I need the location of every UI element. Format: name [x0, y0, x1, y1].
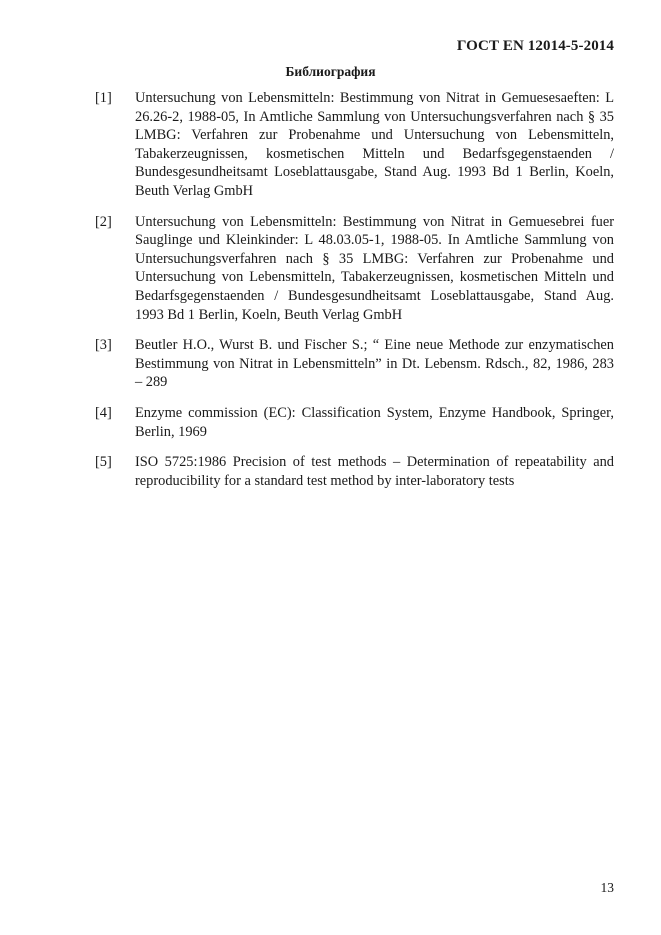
reference-list: [95, 89, 614, 502]
reference-text: Beutler H.O., Wurst B. und Fischer S.; “ Eine neue Methode zur enzymatischen Bestimmung von Nitrat in Lebensmitteln” in Dt. Lebensm. Rdsch., 82, 1986, 283 – 289: [135, 337, 614, 391]
section-title: Библиография: [285, 64, 376, 79]
reference-text: ISO 5725:1986 Precision of test methods – Determination of repeatability and reproducibility for a standard test method by inter-laboratory tests: [135, 454, 614, 489]
reference-text: Untersuchung von Lebensmitteln: Bestimmung von Nitrat in Gemuesebrei fuer Sauglinge und Kleinkinder: L 48.03.05-1, 1988-05. In Amtliche Sammlung von Untersuchungsverfahren nach § 35 LMBG: Verfahren zur Probenahme und Untersuchung von Lebensmitteln, Tabakerzeugnissen, kosmetischen Mitteln und Bedarfsgegenstaenden / Bundesgesundheitsamt Loseblattausgabe, Stand Aug. 1993 Bd 1 Berlin, Koeln, Beuth Verlag GmbH: [135, 213, 614, 323]
reference-number: [5]: [95, 454, 112, 471]
reference-number: [1]: [95, 90, 112, 106]
reference-item: [95, 89, 614, 201]
page-number: 13: [600, 880, 614, 895]
document-code: ГОСТ EN 12014-5-2014: [456, 38, 614, 54]
reference-number: [2]: [95, 213, 112, 230]
reference-text: Untersuchung von Lebensmitteln: Bestimmung von Nitrat in Gemuesesaeften: L 26.26-2, 1988-05, In Amtliche Sammlung von Untersuchungsverfahren nach § 35 LMBG: Verfahren zur Probenahme und Untersuchung von Lebensmitteln, Tabakerzeugnissen, kosmetischen Mitteln und Bedarfsgegenstaenden / Bundesgesundheitsamt Loseblattausgabe, Stand Aug. 1993 Bd 1 Berlin, Koeln, Beuth Verlag GmbH: [135, 90, 614, 199]
reference-number: [3]: [95, 337, 112, 354]
reference-item: [95, 336, 614, 392]
reference-item: [95, 453, 614, 490]
reference-text: Enzyme commission (EC): Classification System, Enzyme Handbook, Springer, Berlin, 1969: [135, 404, 614, 440]
reference-item: [95, 404, 614, 441]
reference-item: [95, 213, 614, 325]
reference-number: [4]: [95, 404, 112, 421]
